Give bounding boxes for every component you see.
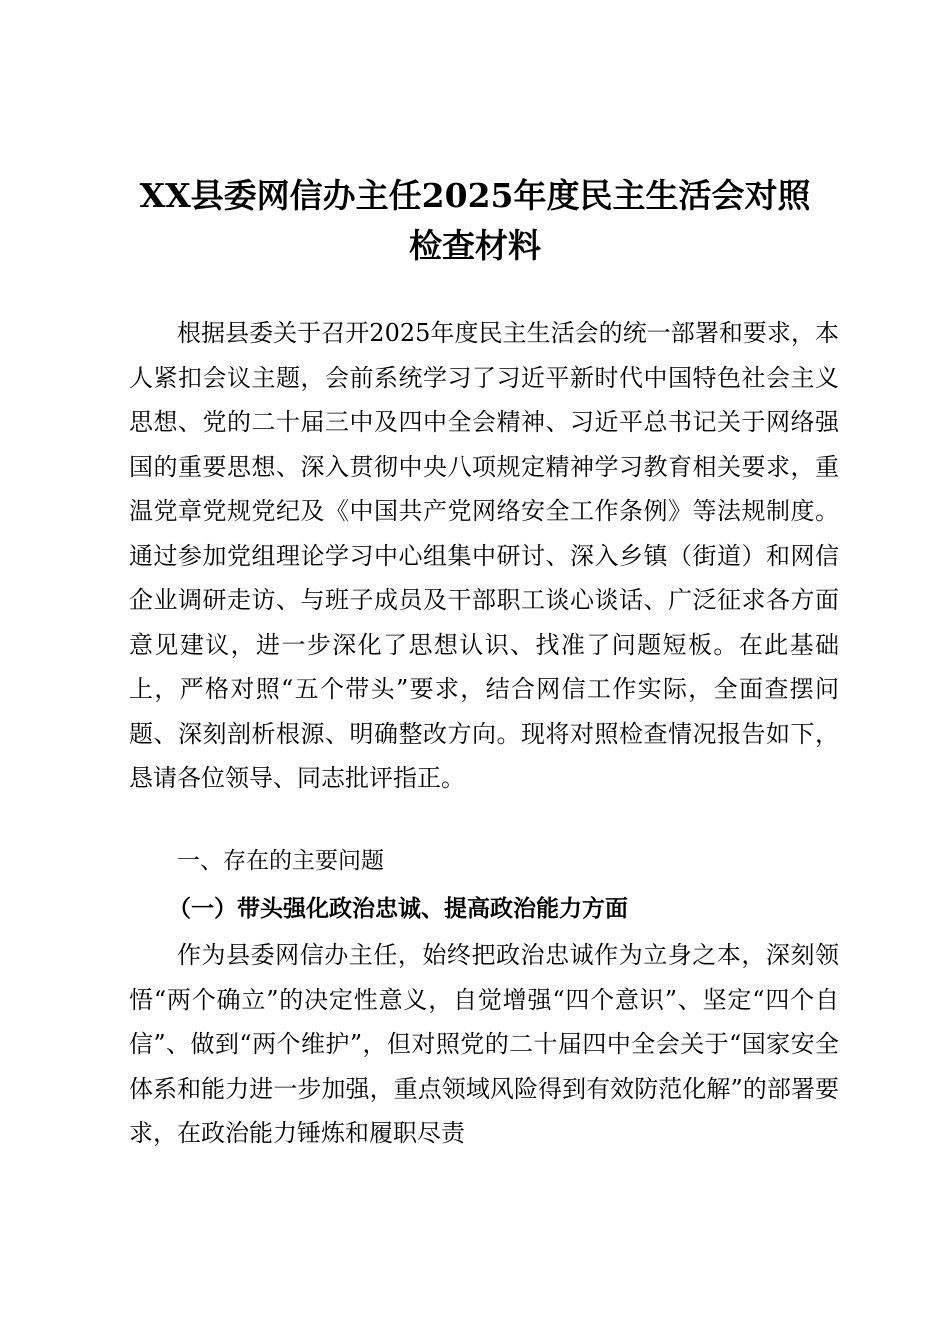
section-heading-1: 一、存在的主要问题 [177, 848, 384, 874]
document-title-line-2: 检查材料 [409, 226, 541, 265]
document-title-line-1: XX县委网信办主任2025年度民主生活会对照 [139, 176, 811, 215]
section-1-1-paragraph: 作为县委网信办主任，始终把政治忠诚作为立身之本，深刻领悟“两个确立”的决定性意义，自觉增强“四个意识”、坚定“四个自信”、做到“两个维护”，但对照党的二十届四中全会关于“国家安全体系和能力进一步加强，重点领域风险得到有效防范化解”的部署要求，在政治能力锤炼和履职尽责 [129, 941, 839, 1147]
subsection-heading-1-1: （一）带头强化政治忠诚、提高政治能力方面 [168, 895, 628, 922]
intro-paragraph: 根据县委关于召开2025年度民主生活会的统一部署和要求，本人紧扣会议主题，会前系统学习了习近平新时代中国特色社会主义思想、党的二十届三中及四中全会精神、习近平总书记关于网络强国的重要思想、深入贯彻中央八项规定精神学习教育相关要求，重温党章党规党纪及《中国共产党网络安全工作条例》等法规制度。通过参加党组理论学习中心组集中研讨、深入乡镇（街道）和网信企业调研走访、与班子成员及干部职工谈心谈话、广泛征求各方面意见建议，进一步深化了思想认识、找准了问题短板。在此基础上，严格对照“五个带头”要求，结合网信工作实际，全面查摆问题、深刻剖析根源、明确整改方向。现将对照检查情况报告如下，恳请各位领导、同志批评指正。 [129, 319, 839, 792]
intro-block [129, 311, 839, 801]
section-1-1-block [129, 933, 839, 1156]
